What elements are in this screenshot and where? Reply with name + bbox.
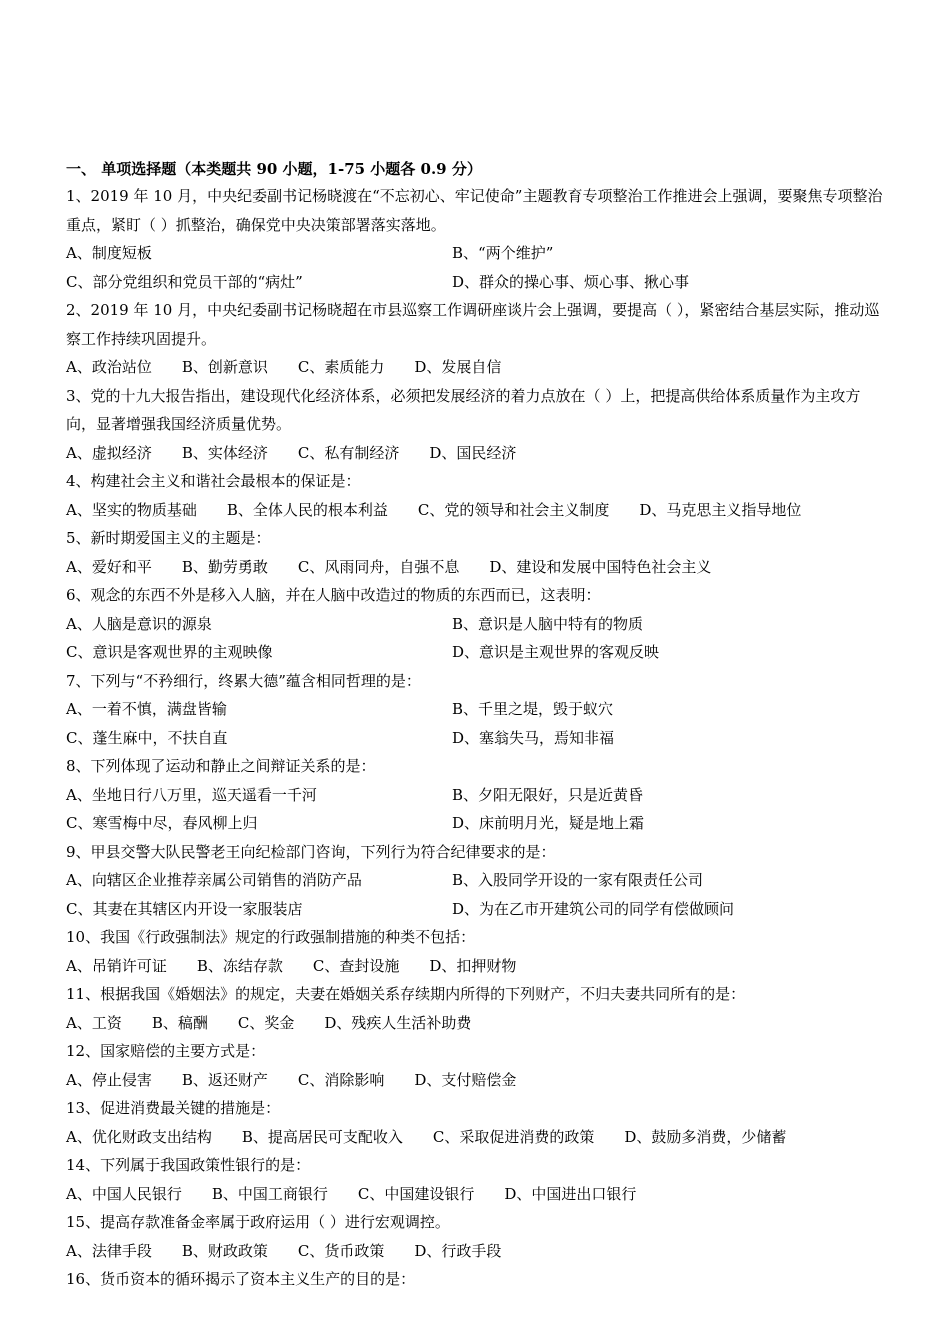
question-11: 11、根据我国《婚姻法》的规定，夫妻在婚姻关系存续期内所得的下列财产，不归夫妻共同所有的是：: [66, 985, 746, 1003]
options-11: [66, 1009, 886, 1038]
option-12-d: D、支付赔偿金: [414, 1070, 517, 1089]
options-8-row2: [66, 809, 886, 838]
option-7-b: B、千里之堤，毁于蚁穴: [452, 700, 614, 718]
option-6-b: B、意识是人脑中特有的物质: [452, 614, 644, 633]
option-12-b: B、返还财产: [181, 1070, 268, 1089]
options-14: [66, 1180, 886, 1209]
question-10: 10、我国《行政强制法》规定的行政强制措施的种类不包括：: [66, 928, 476, 946]
question-3: 3、党的十九大报告指出，建设现代化经济体系，必须把发展经济的着力点放在（ ）上，把提高供给体系质量作为主攻方向，显著增强我国经济质量优势。: [66, 386, 861, 433]
question-5: 5、新时期爱国主义的主题是：: [66, 529, 271, 547]
option-7-a: A、一着不慎，满盘皆输: [66, 700, 227, 718]
options-6-row2: [66, 638, 886, 667]
question-6: 6、观念的东西不外是移入人脑，并在人脑中改造过的物质的东西而已，这表明：: [66, 586, 601, 604]
option-14-d: D、中国进出口银行: [504, 1184, 637, 1203]
option-4-d: D、马克思主义指导地位: [639, 500, 802, 519]
option-3-b: B、实体经济: [181, 443, 268, 462]
option-10-c: C、查封设施: [312, 956, 400, 975]
question-8: 8、下列体现了运动和静止之间辩证关系的是：: [66, 757, 376, 775]
option-15-c: C、货币政策: [297, 1241, 385, 1260]
option-13-a: A、优化财政支出结构: [66, 1127, 212, 1146]
question-7: 7、下列与“不矜细行，终累大德”蕴含相同哲理的是：: [66, 671, 421, 690]
option-4-a: A、坚实的物质基础: [66, 500, 197, 519]
options-1: [66, 239, 886, 268]
question-13: 13、促进消费最关键的措施是：: [66, 1099, 281, 1117]
option-9-d: D、为在乙市开建筑公司的同学有偿做顾问: [452, 899, 735, 918]
question-12: 12、国家赔偿的主要方式是：: [66, 1042, 266, 1060]
option-6-d: D、意识是主观世界的客观反映: [452, 643, 660, 661]
option-8-a: A、坐地日行八万里，巡天遥看一千河: [66, 785, 317, 804]
option-3-c: C、私有制经济: [297, 443, 400, 462]
options-5: [66, 553, 886, 582]
option-4-c: C、党的领导和社会主义制度: [417, 500, 610, 519]
options-10: [66, 952, 886, 981]
option-5-b: B、勤劳勇敢: [181, 557, 268, 576]
options-2: [66, 353, 886, 382]
option-2-d: D、发展自信: [414, 358, 502, 376]
option-5-d: D、建设和发展中国特色社会主义: [489, 557, 712, 576]
option-13-d: D、鼓励多消费，少储蓄: [624, 1127, 787, 1146]
question-15: 15、提高存款准备金率属于政府运用（ ）进行宏观调控。: [66, 1213, 450, 1231]
options-15: [66, 1237, 886, 1266]
option-11-c: C、奖金: [237, 1013, 295, 1032]
option-10-b: B、冻结存款: [196, 956, 283, 975]
options-3: [66, 439, 886, 468]
option-14-a: A、中国人民银行: [66, 1184, 182, 1203]
option-14-c: C、中国建设银行: [357, 1184, 475, 1203]
option-9-b: B、入股同学开设的一家有限责任公司: [452, 871, 704, 889]
option-8-b: B、夕阳无限好，只是近黄昏: [452, 785, 644, 804]
option-6-c: C、意识是客观世界的主观映像: [66, 643, 273, 661]
option-15-a: A、法律手段: [66, 1241, 152, 1260]
options-9: [66, 866, 886, 895]
option-5-a: A、爱好和平: [66, 557, 152, 576]
option-2-b: B、创新意识: [181, 358, 268, 376]
option-8-c: C、寒雪梅中尽，春风柳上归: [66, 814, 258, 832]
option-4-b: B、全体人民的根本利益: [226, 500, 388, 519]
question-4: 4、构建社会主义和谐社会最根本的保证是：: [66, 472, 361, 490]
option-3-a: A、虚拟经济: [66, 443, 152, 462]
options-4: [66, 496, 886, 525]
option-12-c: C、消除影响: [297, 1070, 385, 1089]
question-9: 9、甲县交警大队民警老王向纪检部门咨询，下列行为符合纪律要求的是：: [66, 842, 556, 861]
option-2-a: A、政治站位: [66, 358, 152, 376]
options-8: [66, 781, 886, 810]
options-12: [66, 1066, 886, 1095]
options-13: [66, 1123, 886, 1152]
option-2-c: C、素质能力: [297, 358, 385, 376]
option-5-c: C、风雨同舟，自强不息: [297, 557, 460, 576]
option-13-b: B、提高居民可支配收入: [241, 1127, 403, 1146]
option-3-d: D、国民经济: [429, 443, 517, 462]
options-7: [66, 695, 886, 724]
question-1: 1、2019 年 10 月，中央纪委副书记杨晓渡在“不忘初心、牢记使命”主题教育专项整治工作推进会上强调，要聚焦专项整治重点，紧盯（ ）抓整治，确保党中央决策部署落实落地。: [66, 187, 883, 234]
option-6-a: A、人脑是意识的源泉: [66, 614, 212, 633]
option-9-a: A、向辖区企业推荐亲属公司销售的消防产品: [66, 871, 362, 889]
option-12-a: A、停止侵害: [66, 1070, 152, 1089]
option-11-a: A、工资: [66, 1013, 122, 1032]
option-10-a: A、吊销许可证: [66, 956, 167, 975]
option-9-c: C、其妻在其辖区内开设一家服装店: [66, 899, 303, 918]
option-7-c: C、蓬生麻中，不扶自直: [66, 728, 228, 747]
option-15-d: D、行政手段: [414, 1241, 502, 1260]
option-11-d: D、残疾人生活补助费: [324, 1013, 472, 1032]
option-1-a: A、制度短板: [66, 244, 152, 262]
option-10-d: D、扣押财物: [429, 956, 517, 975]
question-2: 2、2019 年 10 月，中央纪委副书记杨晓超在市县巡察工作调研座谈片会上强调，要提高（ ），紧密结合基层实际，推动巡察工作持续巩固提升。: [66, 301, 880, 348]
exam-page: [66, 156, 886, 1294]
option-1-b: B、“两个维护”: [452, 244, 554, 262]
options-9-row2: [66, 895, 886, 924]
option-11-b: B、稿酬: [151, 1013, 208, 1032]
option-13-c: C、采取促进消费的政策: [432, 1127, 595, 1146]
section-title: 一、 单项选择题（本类题共 90 小题，1-75 小题各 0.9 分）: [66, 160, 482, 178]
option-1-c: C、部分党组织和党员干部的“病灶”: [66, 272, 303, 291]
option-15-b: B、财政政策: [181, 1241, 268, 1260]
option-7-d: D、塞翁失马，焉知非福: [452, 728, 615, 747]
question-14: 14、下列属于我国政策性银行的是：: [66, 1156, 311, 1174]
question-16: 16、货币资本的循环揭示了资本主义生产的目的是：: [66, 1270, 416, 1288]
option-14-b: B、中国工商银行: [211, 1184, 328, 1203]
option-8-d: D、床前明月光，疑是地上霜: [452, 814, 645, 832]
option-1-d: D、群众的操心事、烦心事、揪心事: [452, 272, 690, 291]
options-1-row2: [66, 268, 886, 297]
options-7-row2: [66, 724, 886, 753]
options-6: [66, 610, 886, 639]
